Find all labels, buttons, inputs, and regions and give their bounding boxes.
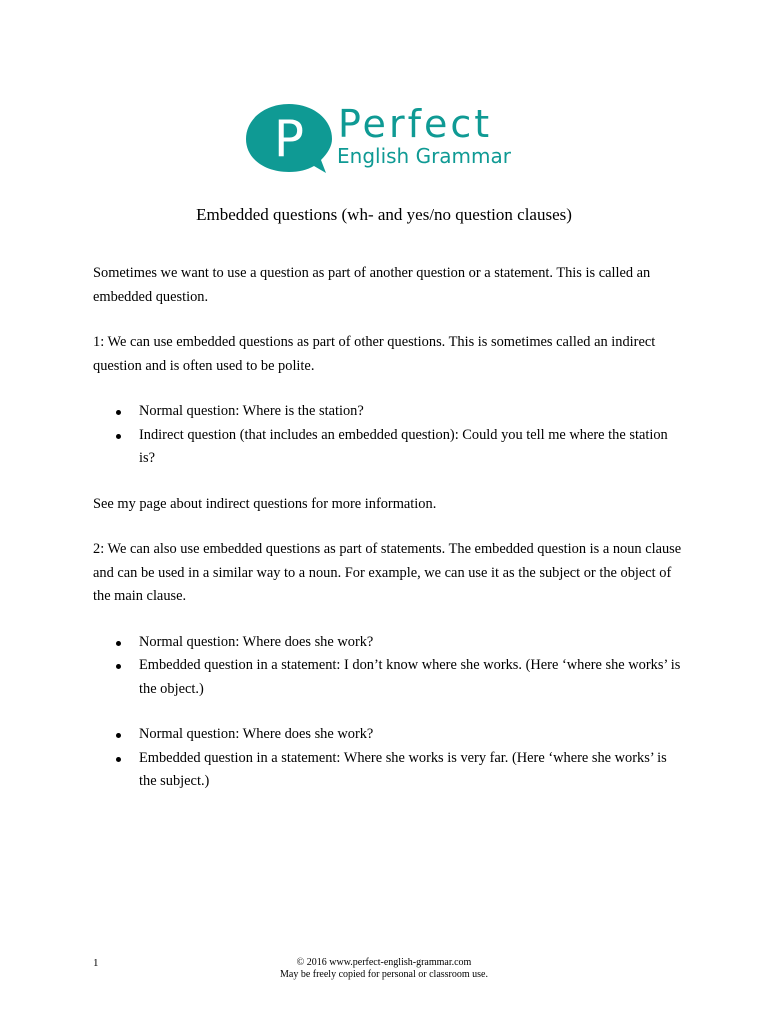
logo-word-perfect: Perfect [338,102,493,146]
see-more-paragraph: See my page about indirect questions for more information. [93,495,437,512]
footer-copyright: © 2016 www.perfect-english-grammar.com [296,957,472,968]
intro-paragraph: Sometimes we want to use a question as part of another question or a statement. This is called an embedded question. [93,265,651,305]
page-number: 1 [93,957,99,969]
list-item: Normal question: Where does she work? [93,723,683,747]
bullet-icon [116,641,121,646]
bullet-icon [116,733,121,738]
section-2-bullet-list-1 [93,631,683,702]
list-item: Embedded question in a statement: Where she works is very far. (Here ‘where she works’ is the subject.) [93,747,683,794]
bullet-icon [116,757,121,762]
document-title: Embedded questions (wh- and yes/no question clauses) [196,205,572,224]
bullet-icon [116,434,121,439]
list-item: Normal question: Where does she work? [93,631,683,655]
section-1-bullet-list [93,400,683,471]
page-footer [0,957,768,981]
bullet-icon [116,664,121,669]
section-2-bullet-list-2 [93,723,683,794]
list-item: Indirect question (that includes an embedded question): Could you tell me where the station is? [93,424,683,471]
section-2-paragraph: 2: We can also use embedded questions as part of statements. The embedded question is a noun clause and can be used in a similar way to a noun. For example, we can use it as the subject or the object of the main clause. [93,541,682,604]
list-item: Embedded question in a statement: I don’t know where she works. (Here ‘where she works’ is the object.) [93,654,683,701]
document-body [93,262,683,794]
bullet-icon [116,410,121,415]
section-1-paragraph: 1: We can use embedded questions as part of other questions. This is sometimes called an indirect question and is often used to be polite. [93,334,656,374]
list-item: Normal question: Where is the station? [93,400,683,424]
logo-letter: P [273,110,305,168]
footer-license: May be freely copied for personal or classroom use. [280,969,488,980]
logo-word-english-grammar: English Grammar [337,144,511,168]
speech-bubble-icon [244,100,334,180]
logo [244,100,534,180]
